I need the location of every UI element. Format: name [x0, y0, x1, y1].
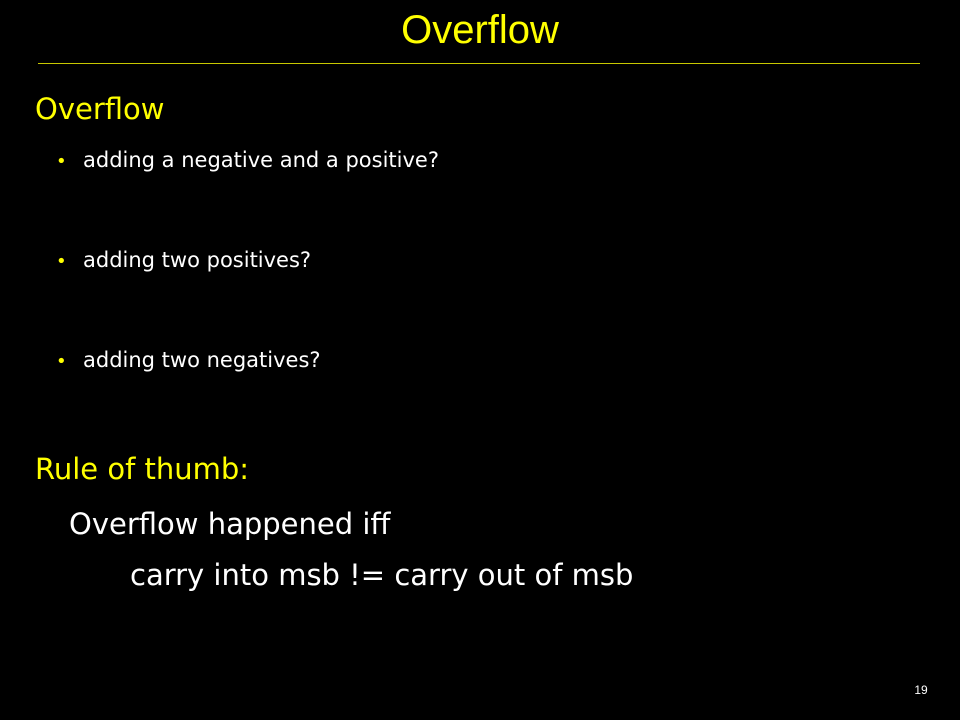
rule-condition: carry into msb != carry out of msb [130, 558, 634, 592]
bullet-dot-icon: • [56, 351, 67, 372]
bullet-dot-icon: • [56, 251, 67, 272]
bullet-item [56, 145, 439, 177]
bullet-text: adding a negative and a positive? [83, 148, 439, 172]
title-divider [38, 63, 920, 64]
bullet-text: adding two positives? [83, 248, 312, 272]
bullet-item [56, 345, 321, 377]
bullet-text: adding two negatives? [83, 348, 321, 372]
section-heading-overflow: Overflow [35, 92, 165, 126]
page-number: 19 [914, 683, 928, 697]
section-heading-rule-of-thumb: Rule of thumb: [35, 452, 250, 486]
bullet-item [56, 245, 311, 277]
slide-title: Overflow [401, 8, 559, 52]
rule-statement: Overflow happened iff [69, 507, 391, 541]
bullet-dot-icon: • [56, 151, 67, 172]
